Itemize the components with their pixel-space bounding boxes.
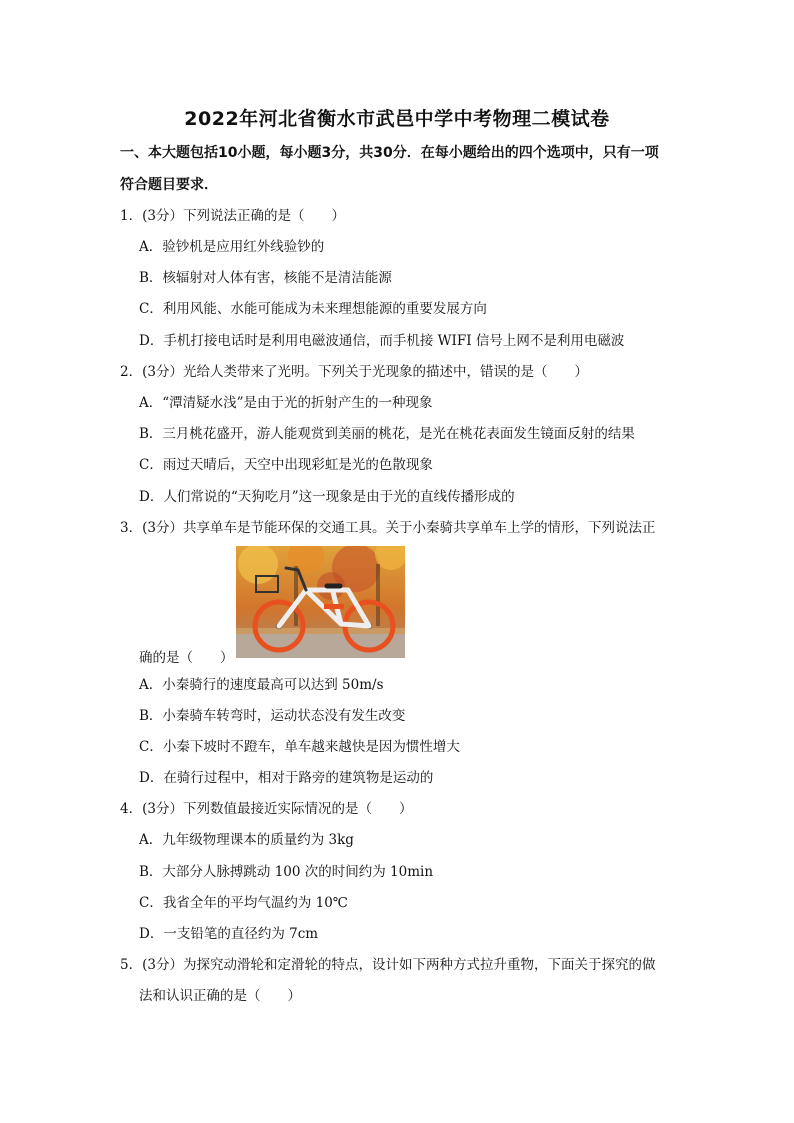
question-1-option-a: A．验钞机是应用红外线验钞的 [139, 239, 325, 255]
question-4-option-d: D．一支铅笔的直径约为 7cm [139, 926, 319, 942]
question-1-option-c: C．利用风能、水能可能成为未来理想能源的重要发展方向 [139, 301, 487, 317]
question-4-stem: 4．(3分）下列数值最接近实际情况的是（ ） [120, 801, 413, 817]
page-title: 2022年河北省衡水市武邑中学中考物理二模试卷 [184, 108, 610, 130]
question-2-option-a: A．“潭清疑水浅”是由于光的折射产生的一种现象 [139, 395, 433, 411]
question-4-option-a: A．九年级物理课本的质量约为 3kg [139, 832, 354, 848]
question-4-option-c: C．我省全年的平均气温约为 10℃ [139, 895, 348, 911]
question-3-stem: 3．(3分）共享单车是节能环保的交通工具。关于小秦骑共享单车上学的情形，下列说法正 [120, 520, 656, 536]
question-4-option-b: B．大部分人脉搏跳动 100 次的时间约为 10min [139, 864, 434, 880]
question-1-option-b: B．核辐射对人体有害，核能不是清洁能源 [139, 270, 392, 286]
question-2-stem: 2．(3分）光给人类带来了光明。下列关于光现象的描述中，错误的是（ ） [120, 364, 588, 380]
question-2-option-d: D．人们常说的“天狗吃月”这一现象是由于光的直线传播形成的 [139, 489, 515, 505]
question-3-option-b: B．小秦骑车转弯时，运动状态没有发生改变 [139, 708, 406, 724]
shared-bike-photo [236, 546, 405, 658]
section-instructions-line1: 一、本大题包括10小题，每小题3分，共30分．在每小题给出的四个选项中，只有一项 [120, 145, 659, 161]
question-5-stem-cont: 法和认识正确的是（ ） [139, 988, 301, 1004]
question-3-option-a: A．小秦骑行的速度最高可以达到 50m/s [139, 677, 384, 693]
question-2-option-c: C．雨过天晴后，天空中出现彩虹是光的色散现象 [139, 457, 433, 473]
question-3-option-d: D．在骑行过程中，相对于路旁的建筑物是运动的 [139, 770, 434, 786]
section-instructions-line2: 符合题目要求． [120, 177, 218, 193]
question-5-stem: 5．(3分）为探究动滑轮和定滑轮的特点，设计如下两种方式拉升重物，下面关于探究的做 [120, 957, 656, 973]
question-3-stem-cont: 确的是（ ） [139, 650, 234, 666]
question-1-stem: 1．(3分）下列说法正确的是（ ） [120, 208, 345, 224]
question-2-option-b: B．三月桃花盛开，游人能观赏到美丽的桃花，是光在桃花表面发生镜面反射的结果 [139, 426, 635, 442]
question-1-option-d: D．手机打接电话时是利用电磁波通信，而手机接 WIFI 信号上网不是利用电磁波 [139, 333, 625, 349]
question-3-option-c: C．小秦下坡时不蹬车，单车越来越快是因为惯性增大 [139, 739, 460, 755]
